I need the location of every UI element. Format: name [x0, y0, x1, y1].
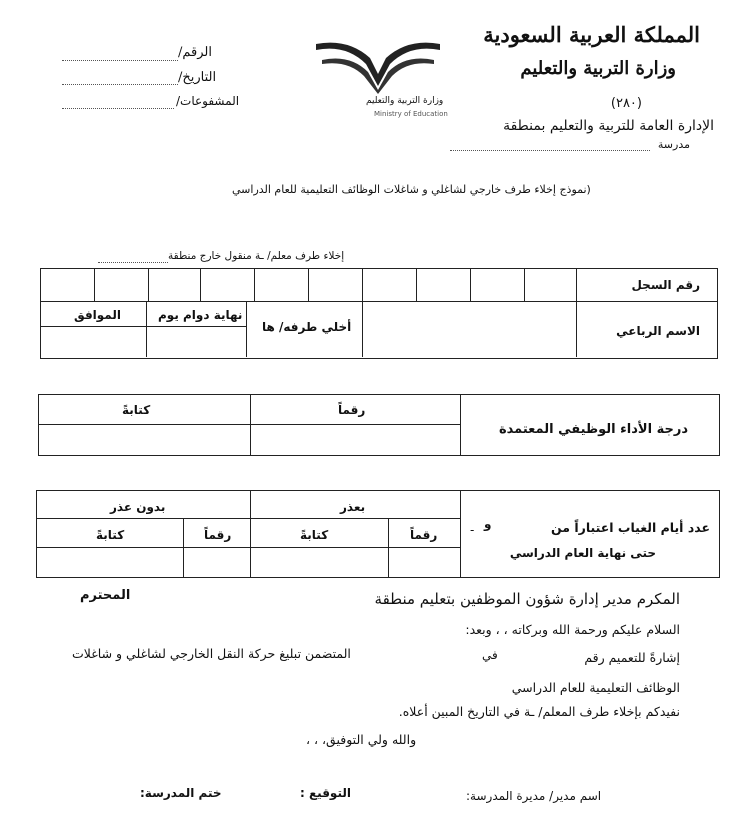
closing: والله ولي التوفيق، ، ، [306, 732, 417, 747]
number-label: الرقم/ [178, 45, 212, 60]
notify: نفيدكم بإخلاء طرف المعلم/ ـة في التاريخ المبين أعلاه. [398, 704, 680, 719]
performance-digits-label: رقماً [338, 403, 366, 417]
logo-arabic-text: وزارة التربية والتعليم [366, 96, 444, 106]
general-directorate: الإدارة العامة للتربية والتعليم بمنطقة [503, 118, 714, 134]
ministry-title: وزارة التربية والتعليم [520, 58, 676, 79]
stamp-label: ختم المدرسة: [140, 786, 222, 800]
record-number-label: رقم السجل [631, 278, 700, 292]
kingdom-title: المملكة العربية السعودية [483, 22, 700, 47]
clearance-line: إخلاء طرف معلم/ ـة منقول خارج منطقة [168, 250, 345, 262]
performance-writing-label: كتابةً [122, 403, 151, 417]
book-logo-icon [308, 36, 448, 96]
principal-name-label: اسم مدير/ مديرة المدرسة: [466, 789, 602, 803]
full-name-label: الاسم الرباعي [616, 324, 700, 338]
reference-content2: الوظائف التعليمية للعام الدراسي [511, 680, 680, 695]
with-excuse-writing: كتابةً [300, 528, 329, 542]
respected: المحترم [80, 588, 131, 603]
attachments-label: المشفوعات/ [176, 94, 240, 108]
info-table [40, 268, 718, 359]
absence-label-line1: عدد أيام الغياب اعتباراً من [551, 520, 710, 535]
cleared-label: أخلي طرفه/ ها [262, 320, 352, 334]
without-excuse-digits: رقماً [204, 528, 232, 542]
ministry-logo [308, 36, 448, 126]
form-number: (٢٨٠) [610, 96, 642, 111]
with-excuse-digits: رقماً [410, 528, 438, 542]
date-line [62, 84, 178, 85]
number-line [62, 60, 178, 61]
clearance-dots [98, 262, 168, 263]
performance-label: درجة الأداء الوظيفي المعتمدة [498, 422, 688, 437]
with-excuse-label: بعذر [340, 500, 366, 514]
absence-and: و [484, 517, 492, 531]
school-line [450, 150, 650, 151]
addressee: المكرم مدير إدارة شؤون الموظفين بتعليم منطقة [374, 590, 680, 608]
reference: إشارةً للتعميم رقم [584, 650, 680, 665]
attachments-line [62, 108, 174, 109]
end-of-day-label: نهاية دوام يوم [158, 308, 243, 322]
logo-english-text: Ministry of Education [374, 110, 448, 118]
form-title: (نموذج إخلاء طرف خارجي لشاغلي و شاغلات الوظائف التعليمية للعام الدراسي [232, 183, 591, 196]
signature-label: التوقيع : [300, 786, 351, 800]
school-label: مدرسة [657, 138, 690, 151]
without-excuse-label: بدون عذر [110, 500, 166, 514]
greeting: السلام عليكم ورحمة الله وبركاته ، ، وبعد: [465, 622, 680, 637]
without-excuse-writing: كتابةً [96, 528, 125, 542]
corresponding-label: الموافق [74, 308, 121, 322]
date-label: التاريخ/ [178, 70, 217, 85]
absence-label-line2: حتى نهاية العام الدراسي [509, 546, 656, 560]
reference-in: في [482, 648, 498, 662]
reference-content: المتضمن تبليغ حركة النقل الخارجي لشاغلي و شاغلات [72, 646, 351, 661]
